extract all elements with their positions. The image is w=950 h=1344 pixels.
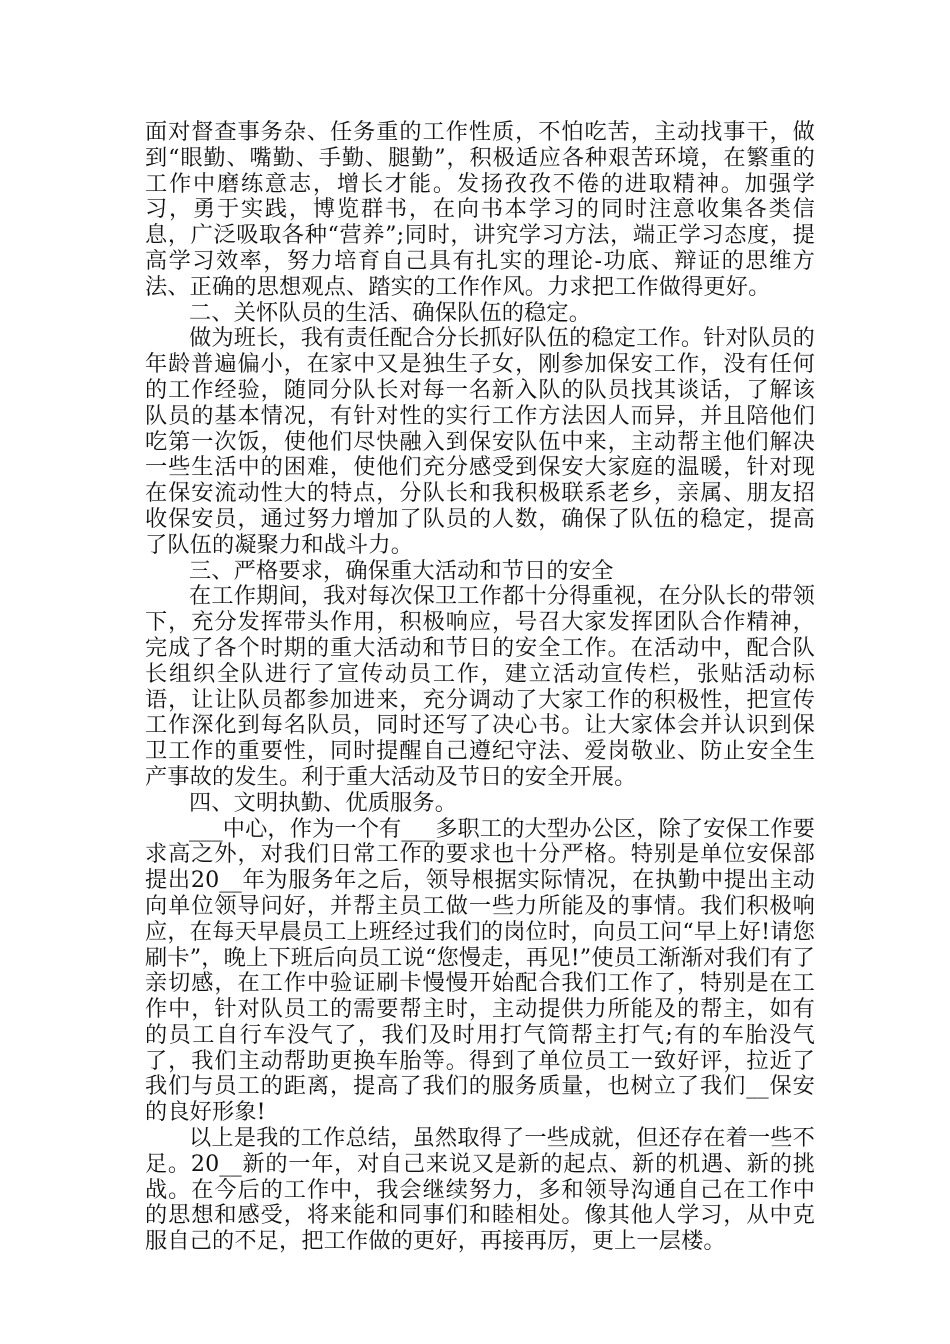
section-heading-four: 四、文明执勤、优质服务。 bbox=[189, 789, 458, 816]
section-heading-three: 三、严格要求，确保重大活动和节日的安全 bbox=[189, 557, 614, 584]
paragraph-continued: 面对督查事务杂、任务重的工作性质，不怕吃苦，主动找事干，做到“眼勤、嘴勤、手勤、腿勤”，积极适应各种艰苦环境，在繁重的工作中磨练意志，增长才能。发扬孜孜不倦的进取精神。加强学习，勇于实践，博览群书，在向书本学习的同时注意收集各类信息，广泛吸取各种“营养”;同时，讲究学习方法，端正学习态度，提高学习效率，努力培育自己具有扎实的理论-功底、辩证的思维方法、正确的思想观点、踏实的工作作风。力求把工作做得更好。 bbox=[145, 119, 815, 300]
paragraph-conclusion: 以上是我的工作总结，虽然取得了一些成就，但还存在着一些不足。20__新的一年，对自己来说又是新的起点、新的机遇、新的挑战。在今后的工作中，我会继续努力，多和领导沟通自己在工作中的思想和感受，将来能和同事们和睦相处。像其他人学习，从中克服自己的不足，把工作做的更好，再接再厉，更上一层楼。 bbox=[145, 1125, 815, 1255]
document-page bbox=[145, 120, 815, 1255]
paragraph-event-security: 在工作期间，我对每次保卫工作都十分得重视，在分队长的带领下，充分发挥带头作用，积极响应，号召大家发挥团队合作精神，完成了各个时期的重大活动和节日的安全工作。在活动中，配合队长组织全队进行了宣传动员工作，建立活动宣传栏，张贴活动标语，让让队员都参加进来，充分调动了大家工作的积极性，把宣传工作深化到每名队员，同时还写了决心书。让大家体会并认识到保卫工作的重要性，同时提醒自己遵纪守法、爱岗敬业、防止安全生产事故的发生。利于重大活动及节日的安全开展。 bbox=[145, 583, 815, 790]
section-heading-two: 二、关怀队员的生活、确保队伍的稳定。 bbox=[189, 299, 592, 326]
paragraph-team-stability: 做为班长，我有责任配合分长抓好队伍的稳定工作。针对队员的年龄普遍偏小，在家中又是独生子女，刚参加保安工作，没有任何的工作经验，随同分队长对每一名新入队的队员找其谈话，了解该队员的基本情况，有针对性的实行工作方法因人而异，并且陪他们吃第一次饭，使他们尽快融入到保安队伍中来，主动帮主他们解决一些生活中的困难，使他们充分感受到保安大家庭的温暖，针对现在保安流动性大的特点，分队长和我积极联系老乡，亲属、朋友招收保安员，通过努力增加了队员的人数，确保了队伍的稳定，提高了队伍的凝聚力和战斗力。 bbox=[145, 325, 815, 558]
paragraph-civil-service: ___中心，作为一个有___多职工的大型办公区，除了安保工作要求高之外，对我们日常工作的要求也十分严格。特别是单位安保部提出20__年为服务年之后，领导根据实际情况，在执勤中提出主动向单位领导问好，并帮主员工做一些力所能及的事情。我们积极响应，在每天早晨员工上班经过我们的岗位时，向员工问“早上好!请您刷卡”，晚上下班后向员工说“您慢走，再见!”使员工渐渐对我们有了亲切感，在工作中验证刷卡慢慢开始配合我们工作了，特别是在工作中，针对队员工的需要帮主时，主动提供力所能及的帮主，如有的员工自行车没气了，我们及时用打气筒帮主打气;有的车胎没气了，我们主动帮助更换车胎等。得到了单位员工一致好评，拉近了我们与员工的距离，提高了我们的服务质量，也树立了我们__保安的良好形象! bbox=[145, 815, 815, 1126]
